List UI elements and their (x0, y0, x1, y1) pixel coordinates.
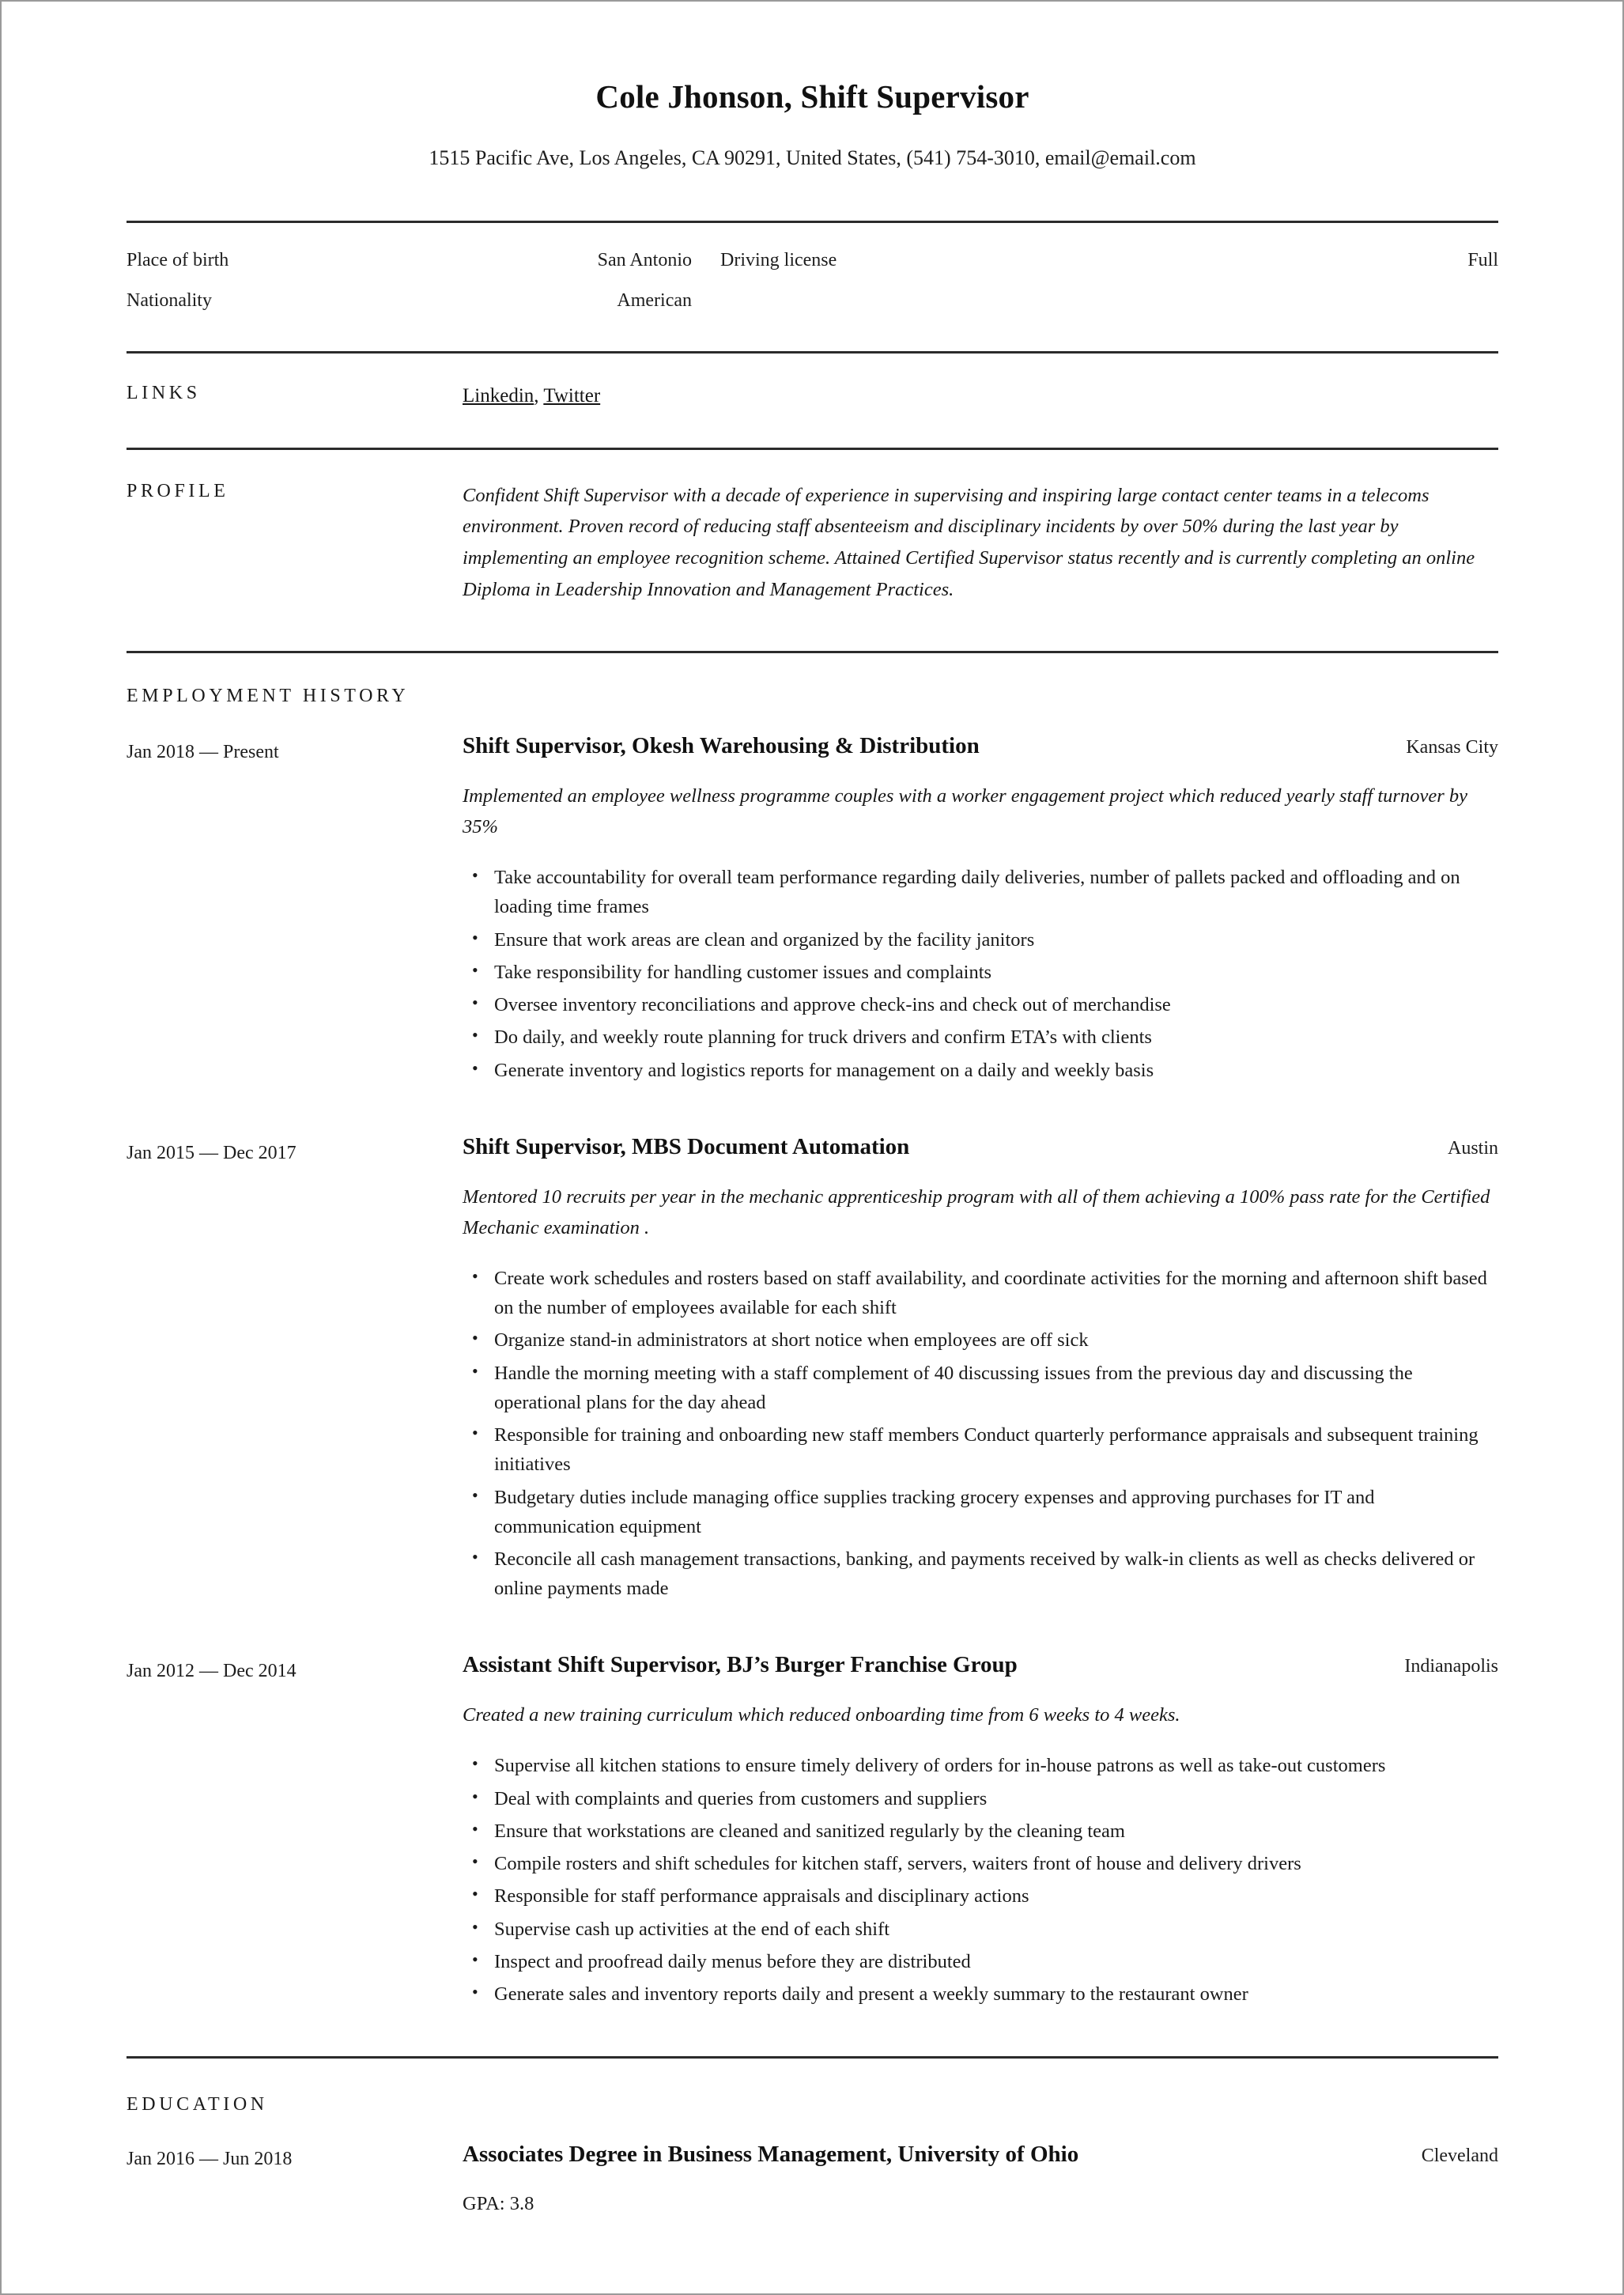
job-bullet: • Organize stand-in administrators at short notice when employees are off sick (463, 1325, 1498, 1355)
job-summary: Created a new training curriculum which reduced onboarding time from 6 weeks to 4 weeks. (463, 1704, 1180, 1726)
links-heading: LINKS (127, 382, 201, 403)
job-city: Indianapolis (1404, 1656, 1498, 1677)
job-title-line (463, 732, 1498, 762)
driving-license-label: Driving license (720, 249, 837, 270)
profile-heading: PROFILE (127, 480, 229, 501)
profile-text: Confident Shift Supervisor with a decade of experience in supervising and inspiring large contact center teams in a telecoms environment. Proven record of reducing staff absenteeism and disciplinary incidents by over 50% during the last year by implementing an employee recognition scheme. Attained Certified Supervisor status recently and is currently completing an online Diploma in Leadership Innovation and Management Practices. (463, 484, 1475, 600)
detail-row (127, 247, 1498, 274)
job-summary: Mentored 10 recruits per year in the mechanic apprenticeship program with all of them achieving a 100% pass rate for the Certified Mechanic examination . (463, 1185, 1490, 1238)
employment-section (127, 653, 1498, 2012)
driving-license-value: Full (1467, 249, 1498, 270)
job-bullet: • Responsible for staff performance appraisals and disciplinary actions (463, 1881, 1498, 1911)
place-of-birth-label: Place of birth (127, 249, 229, 270)
resume-header (127, 2, 1498, 172)
education-heading: EDUCATION (127, 2094, 268, 2115)
job-title-line (463, 1650, 1498, 1681)
job-title: Assistant Shift Supervisor, BJ’s Burger Franchise Group (463, 1652, 1018, 1678)
job-dates: Jan 2018 — Present (127, 742, 279, 763)
place-of-birth-value: San Antonio (597, 249, 692, 270)
job-dates: Jan 2012 — Dec 2014 (127, 1661, 296, 1682)
job-bullet: • Ensure that workstations are cleaned and sanitized regularly by the cleaning team (463, 1817, 1498, 1846)
job-bullet: • Compile rosters and shift schedules for kitchen staff, servers, waiters front of house and delivery drivers (463, 1849, 1498, 1878)
job-bullet: • Budgetary duties include managing office supplies tracking grocery expenses and approving purchases for IT and communication equipment (463, 1483, 1498, 1541)
education-detail: GPA: 3.8 (463, 2192, 534, 2214)
job-bullet: • Deal with complaints and queries from customers and suppliers (463, 1784, 1498, 1813)
job-bullet: • Oversee inventory reconciliations and approve check-ins and check out of merchandise (463, 990, 1498, 1019)
job-title: Shift Supervisor, MBS Document Automation (463, 1133, 910, 1159)
profile-body (463, 480, 1498, 606)
education-title-line (463, 2140, 1498, 2170)
job-dates: Jan 2015 — Dec 2017 (127, 1142, 296, 1163)
link-twitter[interactable]: Twitter (543, 384, 601, 406)
job-bullet: • Supervise all kitchen stations to ensure timely delivery of orders for in-house patrons as well as take-out customers (463, 1751, 1498, 1780)
job-bullet: • Inspect and proofread daily menus before they are distributed (463, 1947, 1498, 1976)
nationality-value: American (617, 289, 692, 311)
link-linkedin[interactable]: Linkedin (463, 384, 534, 406)
job-entry (127, 1650, 1498, 2012)
profile-heading-col (127, 480, 463, 503)
links-section (127, 354, 1498, 413)
job-main (463, 1132, 1498, 1607)
nationality-label: Nationality (127, 289, 212, 311)
job-bullet: • Create work schedules and rosters based on staff availability, and coordinate activities for the morning and afternoon shift based on the number of employees available for each shift (463, 1264, 1498, 1322)
education-city: Cleveland (1421, 2146, 1498, 2167)
education-degree: Associates Degree in Business Management, University of Ohio (463, 2142, 1079, 2168)
job-bullet: • Supervise cash up activities at the end of each shift (463, 1915, 1498, 1944)
job-bullets (463, 863, 1498, 1085)
education-heading-row (127, 2093, 1498, 2116)
job-bullet: • Reconcile all cash management transactions, banking, and payments received by walk-in clients as well as checks delivered or online payments made (463, 1544, 1498, 1603)
job-bullet: • Generate sales and inventory reports daily and present a weekly summary to the restaurant owner (463, 1979, 1498, 2009)
contact-line: 1515 Pacific Ave, Los Angeles, CA 90291, United States, (541) 754-3010, email@email.com (429, 146, 1196, 170)
job-city: Austin (1447, 1137, 1498, 1159)
links-heading-col (127, 382, 463, 405)
job-bullets (463, 1751, 1498, 2009)
job-bullet: • Take accountability for overall team performance regarding daily deliveries, number of pallets packed and offloading and on loading time frames (463, 863, 1498, 921)
job-bullet: • Ensure that work areas are clean and organized by the facility janitors (463, 925, 1498, 955)
job-entry (127, 732, 1498, 1088)
job-entry (127, 1132, 1498, 1607)
job-bullet: • Do daily, and weekly route planning for truck drivers and confirm ETA’s with clients (463, 1023, 1498, 1052)
job-summary: Implemented an employee wellness programme couples with a worker engagement project which reduced yearly staff turnover by 35% (463, 785, 1467, 837)
job-main (463, 732, 1498, 1088)
links-body (463, 382, 1498, 410)
candidate-name-title: Cole Jhonson, Shift Supervisor (595, 78, 1029, 115)
job-city: Kansas City (1406, 737, 1498, 758)
employment-heading-row (127, 685, 1498, 708)
job-bullet: • Handle the morning meeting with a staff complement of 40 discussing issues from the previous day and discussing the operational plans for the day ahead (463, 1359, 1498, 1417)
link-separator: , (534, 384, 544, 406)
job-title-line (463, 1132, 1498, 1163)
education-main (463, 2140, 1498, 2217)
personal-details-section (127, 223, 1498, 315)
job-bullets (463, 1264, 1498, 1604)
job-title: Shift Supervisor, Okesh Warehousing & Distribution (463, 733, 980, 759)
detail-row (127, 287, 1498, 315)
resume-sheet (127, 2, 1498, 2217)
education-section (127, 2059, 1498, 2217)
link-list (463, 382, 1498, 410)
education-dates: Jan 2016 — Jun 2018 (127, 2149, 293, 2170)
employment-heading: EMPLOYMENT HISTORY (127, 686, 410, 707)
job-bullet: • Take responsibility for handling customer issues and complaints (463, 958, 1498, 987)
job-main (463, 1650, 1498, 2012)
profile-section (127, 450, 1498, 611)
job-bullet: • Generate inventory and logistics reports for management on a daily and weekly basis (463, 1056, 1498, 1085)
education-entry (127, 2140, 1498, 2217)
job-bullet: • Responsible for training and onboarding new staff members Conduct quarterly performance appraisals and subsequent training initiatives (463, 1420, 1498, 1479)
